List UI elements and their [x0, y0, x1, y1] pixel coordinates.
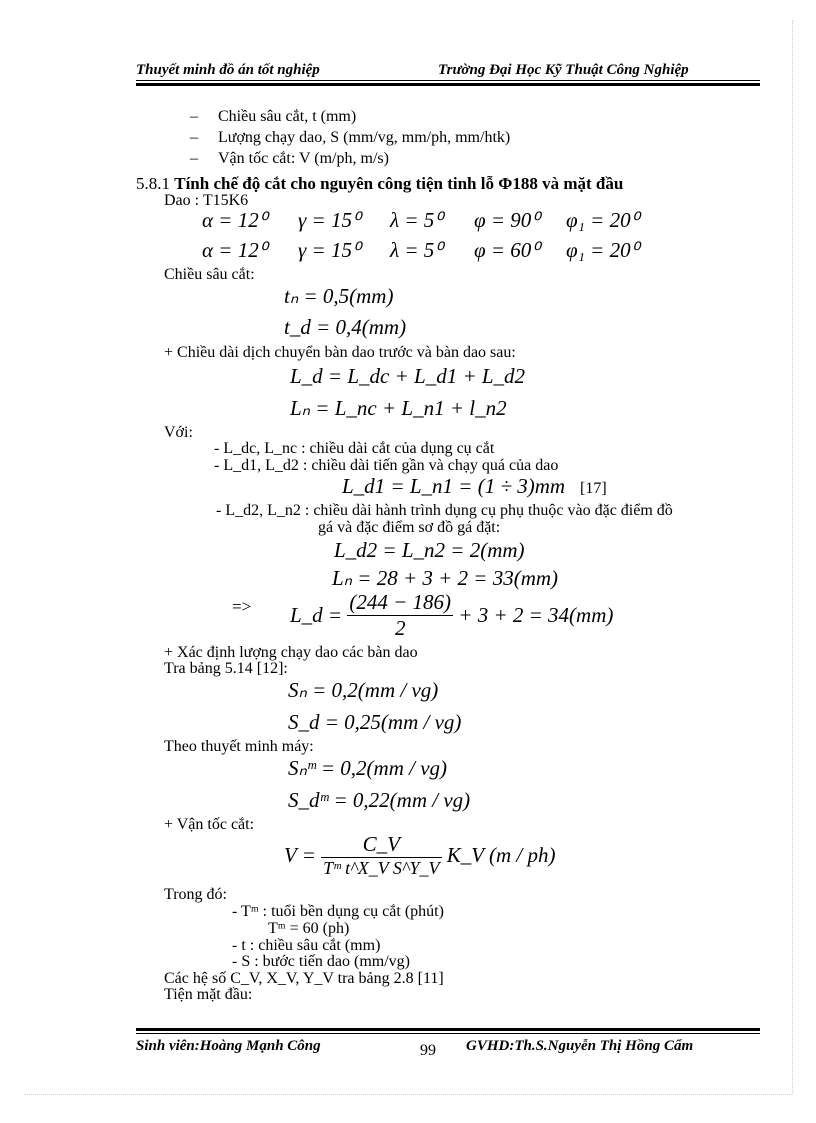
def-line: - L_d1, L_d2 : chiều dài tiến gần và chạy quá của dao: [214, 457, 559, 474]
speed-label: + Vận tốc cắt:: [164, 816, 255, 833]
section-heading: [136, 174, 623, 194]
where-item: - S : bước tiến dao (mm/vg): [232, 953, 410, 970]
where-item: Tᵐ = 60 (ph): [268, 920, 350, 937]
travel-eq-n: Lₙ = L_nc + L_n1 + l_n2: [290, 396, 507, 420]
travel-label: + Chiều dài dịch chuyển bàn dao trước và bàn dao sau:: [164, 344, 516, 361]
with-label: Với:: [164, 424, 193, 441]
depth-eq-n: tₙ = 0,5(mm): [284, 284, 394, 308]
def-line: - L_dc, L_nc : chiều dài cắt của dụng cụ cắt: [214, 440, 495, 457]
page-border-bottom: [24, 1094, 792, 1095]
page-border-right: [792, 20, 793, 1094]
depth-label: Chiều sâu cắt:: [164, 266, 255, 283]
eq-ln: Lₙ = 28 + 3 + 2 = 33(mm): [332, 566, 559, 590]
def3-line-1: - L_d2, L_n2 : chiều dài hành trình dụng cụ phụ thuộc vào đặc điểm đồ: [216, 502, 673, 519]
feed-eq-n: Sₙ = 0,2(mm / vg): [288, 678, 439, 702]
bullet-item: – Lượng chạy dao, S (mm/vg, mm/ph, mm/htk): [190, 129, 511, 146]
angles-row-1: α = 12⁰ γ = 15⁰ λ = 5⁰ φ = 90⁰ φ₁ = 20⁰: [202, 208, 640, 232]
header-left: Thuyết minh đồ án tốt nghiệp: [136, 62, 320, 78]
feed-eq-d: S_d = 0,25(mm / vg): [288, 710, 462, 734]
section-number: 5.8.1: [136, 174, 170, 193]
bullet-item: – Vận tốc cắt: V (m/ph, m/s): [190, 150, 389, 167]
bullet-item: – Chiều sâu cắt, t (mm): [190, 108, 357, 125]
eq-ld2: L_d2 = L_n2 = 2(mm): [334, 538, 525, 562]
footer-advisor: GVHD:Th.S.Nguyễn Thị Hồng Cẩm: [466, 1038, 694, 1054]
speed-fraction: $\frac{C\_V}{\text{Tᵐ t\textasciicircum{}X\_V S\textasciicircum{}Y\_V}}$: [323, 832, 440, 878]
header-right: Trường Đại Học Kỹ Thuật Công Nghiệp: [438, 62, 689, 78]
angles-row-2: α = 12⁰ γ = 15⁰ λ = 5⁰ φ = 60⁰ φ₁ = 20⁰: [202, 238, 640, 262]
tool-line: Dao : T15K6: [164, 192, 249, 209]
footer-rule-thick: [136, 1028, 760, 1031]
implies-arrow: =>: [232, 597, 252, 616]
eq-ld-full: L_d = $\frac{(244 - 186)}{2}$ + 3 + 2 = 34(mm): [290, 590, 614, 640]
fraction: $\frac{(244 - 186)}{2}$: [349, 590, 452, 640]
footer-student: Sinh viên:Hoàng Mạnh Công: [136, 1038, 321, 1054]
depth-eq-d: t_d = 0,4(mm): [284, 315, 407, 339]
machine-label: Theo thuyết minh máy:: [164, 738, 314, 755]
coeff-line: Các hệ số C_V, X_V, Y_V tra bảng 2.8 [11]: [164, 970, 444, 987]
where-item: - Tᵐ : tuổi bền dụng cụ cắt (phút): [232, 903, 444, 920]
page-number: 99: [420, 1042, 436, 1059]
table-ref: Tra bảng 5.14 [12]:: [164, 660, 288, 677]
where-label: Trong đó:: [164, 886, 227, 903]
feed-label: + Xác định lượng chạy dao các bàn dao: [164, 644, 418, 661]
where-item: - t : chiều sâu cắt (mm): [232, 937, 381, 954]
header-rule-thin: [136, 80, 760, 81]
eq-ld1: L_d1 = L_n1 = (1 ÷ 3)mm: [342, 474, 566, 498]
section-title: Tính chế độ cắt cho nguyên công tiện tinh lỗ Φ188 và mặt đầu: [174, 174, 624, 193]
machine-eq-d: S_dᵐ = 0,22(mm / vg): [288, 788, 471, 812]
footer-rule-thin: [136, 1033, 760, 1034]
header-rule-thick: [136, 83, 760, 86]
machine-eq-n: Sₙᵐ = 0,2(mm / vg): [288, 756, 448, 780]
speed-eq: V = $\frac{C\_V}{\text{Tᵐ t\textasciicircum{}X\_V S\textasciicircum{}Y\_V}}$ K_V (m / ph): [284, 832, 556, 878]
def3-line-2: gá và đặc điểm sơ đồ gá đặt:: [318, 519, 501, 536]
reference-17: [17]: [580, 480, 607, 497]
travel-eq-d: L_d = L_dc + L_d1 + L_d2: [290, 364, 526, 388]
face-line: Tiện mặt đầu:: [164, 986, 253, 1003]
